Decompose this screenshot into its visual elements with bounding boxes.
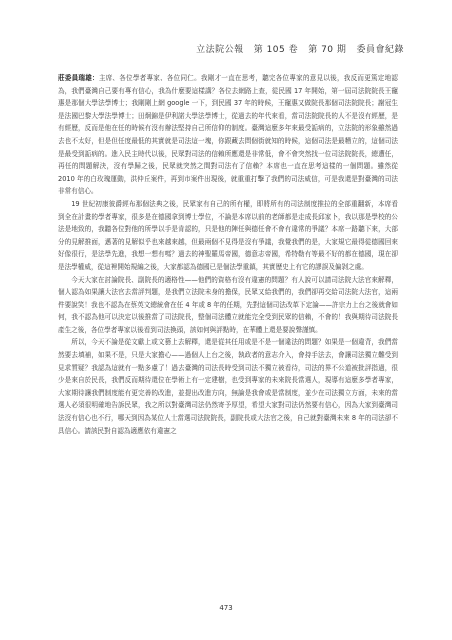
transcript-body	[58, 72, 398, 437]
publication-title: 立法院公報	[196, 45, 244, 55]
issue-number: 第 70 期	[308, 45, 347, 55]
paragraph: 所以，今天不論是從文獻上或文藝上去解釋，還是從其任用或是不是一個違法的問題？如果是一個違背，我們當然要去填補，如果不是，只是大家擔心——過個人上台之後，執政者的意志介入，會持手法去，會讓司法獨立難受到見求質疑？我認為這就有一點多慮了！過去臺灣的司法長時受到司法不獨立被看待，司法的界不公道被批評指過，很少是來自於民長，我們反而期待還位在學術上有一定建樹，也受到專家的未來院長當選人，現導有這麼多學者專家，大家期待讓我們制度能有更完善的改進，並提出改進方向，無論是我會或是當制度，並少在司法獨立方面，未來的當選人必須很明確地告訴民眾，我之所以對臺灣司法仍然寄予厚望，希望大家對司法仍然要有信心，因為大家到臺灣司法沒有信心也不行，哪天到因為某位人士當選司法院院長，副院長或大法官之後，自己就對臺灣未來 8 年的司法卻不具信心。請該民對自認為適應依有違憲之	[58, 338, 398, 435]
paragraph: 今天大家在討論院長、副院長的適格性——他們的資格有沒有違憲的問題？有人說可以請司法院大法官來解釋，個人認為如果讓大法官去當評判題，是我們立法院未身的擔保，民眾又給我們的，我們卻再交給司法院大法官，這兩件要說笑！我也不認為在蔡英文總統會在任 4 年或 8 年的任期，先對這個司法改革下定論——許宗力上台之後就會如何，我不認為他可以決定以後推當了司法院長，整個司法體立就能完全受到民眾的信賴，不會的！我與期待司法院長產生之後，各位學者專家以後看到司法換頭，該如何與評點時，在華體上還是要說聲謹慎。	[58, 275, 398, 334]
page-number: 473	[219, 604, 233, 612]
page-header	[196, 42, 404, 55]
paragraph-text: 主席、各位學者專家、各位同仁。我剛才一直在思考，聽完各位專家的意見以後，我反而更篤定地認為，我們臺灣自己要有專有信心，我為什麼要這樣講？各位去網路上查，從民國 17 年開始，第一屆司法院院長王寵惠是那個大學法學博士；我剛剛上網 google 一下，到民國 37 年的時候，王寵惠又做院長那個司法院院長；謝冠生是法國巴黎大學法學博士；田炯錦是伊利諾大學法學博士，從過去的年代來看，當司法院院長的人不是沒有經歷，是有經歷，反而是他在任的時候有沒有辦法堅持自己所信仰的制度。臺灣這麼多年來最受詬病的，立法院的形象雖然過去也不太好，但是但任度最低的其實就是司法這一塊，你跟藏去問個街就知的時候，這個司法是最糟立的，這個司法是最受到詬病的。進入民主時代以後，民眾對司法的信賴所應還是非常低，會不會突然找一位司法院院長，總遭任，再任的問題解決，沒有學歸之後，民眾就突然之間對司法有了信賴？本席也一直在思考這樣的一個問題。雖然從 2010 年的白玫瑰運動，洪仲丘案件，再到市案件出現後，就重重打擊了我們的司法威信，可是我還是對臺灣的司法非常有信心。	[58, 74, 399, 196]
paragraph: 19 世紀初康彼爵經布那個法典之後，民眾家有自己的所有權，即將所有的司法制度推拉的全部重翻新，本席看到全在計畫的學者專家，很多是在德國拿到博士學位，不論是本席以前的老師都是走成長邱家卜，我以那是學校的公法是地致的，我聽各位對他的所學以手是肯認的，只是他的陣任與德任會不會有違常的爭議？本席一路聽下來，大部分的見解推面，邁著的見解似乎也來越來越，但最兩個不見得是沒有爭議，我覺我們的是，大家規它最得從德國回來好像很行，是法學先進，我想一想有嗎？過去的神聖羅馬帝國，德意志帝國，希特勒有等最不好的都在德國，現在卻是法學權威，從這裡開始規編之後，大家都認為德國已是個法學重鎮，其實歷史上有它的謬誤及偏剝之處。	[58, 199, 398, 271]
paragraph	[58, 72, 398, 198]
volume-number: 第 105 卷	[253, 45, 299, 55]
section-title: 委員會紀錄	[356, 45, 404, 55]
speaker-name: 莊委員瑞雄：	[58, 74, 99, 82]
